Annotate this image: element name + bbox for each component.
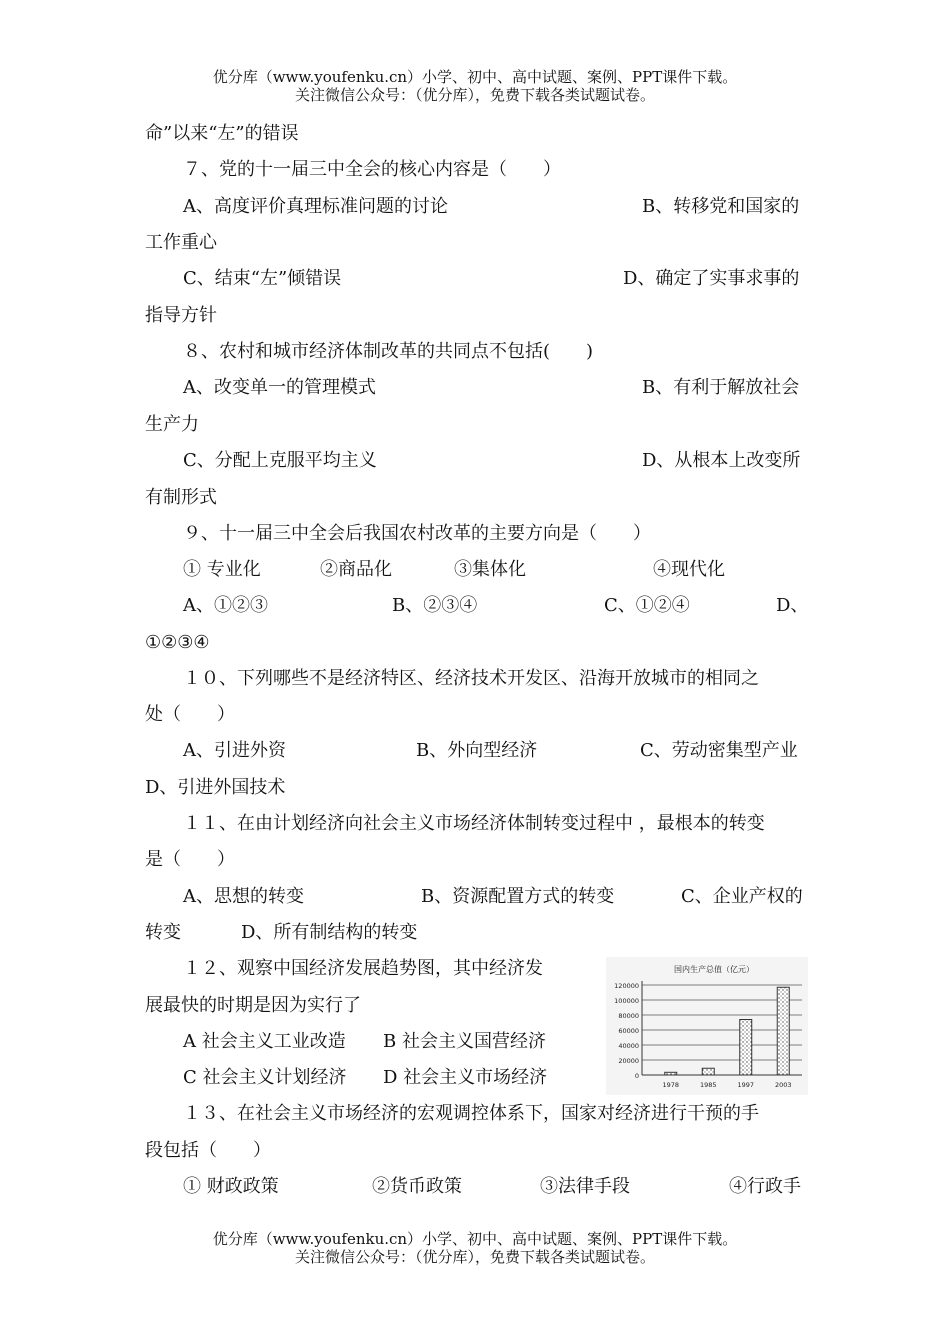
question-11-option-c-cont: 转变 [145,922,181,943]
question-12-option-a: A 社会主义工业改造 [183,1031,346,1052]
question-9-item-2: ②商品化 [320,559,392,580]
question-8-stem: ８、农村和城市经济体制改革的共同点不包括( ) [183,341,594,362]
question-13-stem-cont: 段包括（ ） [145,1140,271,1161]
question-12-stem: １２、观察中国经济发展趋势图，其中经济发 [183,958,543,979]
chart-bar [777,987,789,1075]
question-9-option-d: D、 [776,595,809,616]
question-8-option-d-cont: 有制形式 [145,487,217,508]
chart-bar [702,1068,714,1075]
chart-y-tick-label: 40000 [618,1042,639,1050]
question-7-option-d-cont: 指导方针 [145,305,217,326]
chart-x-tick-label: 1978 [662,1081,680,1089]
question-9-option-d-cont: ①②③④ [145,632,210,653]
gdp-chart [606,957,808,1095]
footer-line-2: 关注微信公众号：（优分库），免费下载各类试题试卷。 [294,1248,655,1266]
question-13-stem: １３、在社会主义市场经济的宏观调控体系下，国家对经济进行干预的手 [183,1103,759,1124]
question-9-item-1: ① 专业化 [183,559,261,580]
question-11-option-c: C、企业产权的 [681,886,803,907]
question-9-option-c: C、①②④ [604,595,690,616]
header-line-1: 优分库（www.youfenku.cn）小学、初中、高中试题、案例、PPT课件下载。 [212,68,738,86]
question-12-option-c: C 社会主义计划经济 [183,1067,347,1088]
chart-x-tick-label: 2003 [774,1081,792,1089]
question-9-option-b: B、②③④ [392,595,478,616]
chart-y-tick-label: 120000 [614,982,639,990]
question-11-stem: １１、在由计划经济向社会主义市场经济体制转变过程中 ，最根本的转变 [183,813,765,834]
chart-x-tick-label: 1997 [737,1081,755,1089]
question-9-item-4: ④现代化 [653,559,725,580]
question-11-stem-cont: 是（ ） [145,849,235,870]
question-7-option-c: C、结束“左”倾错误 [183,268,342,289]
question-11-option-a: A、思想的转变 [183,886,304,907]
question-13-item-2: ②货币政策 [372,1176,462,1197]
question-13-item-4: ④行政手 [729,1176,801,1197]
question-13-item-3: ③法律手段 [540,1176,630,1197]
question-9-stem: ９、十一届三中全会后我国农村改革的主要方向是（ ） [183,523,651,544]
question-7-option-b: B、转移党和国家的 [642,196,800,217]
chart-y-tick-label: 80000 [618,1012,639,1020]
chart-x-tick-label: 1985 [699,1081,717,1089]
question-9-item-3: ③集体化 [454,559,526,580]
question-7-stem: ７、党的十一届三中全会的核心内容是（ ） [183,159,561,180]
question-11-option-d: D、所有制结构的转变 [241,922,418,943]
question-10-option-a: A、引进外资 [183,740,286,761]
question-8-option-c: C、分配上克服平均主义 [183,450,377,471]
gdp-chart-svg [606,957,808,1095]
question-8-option-a: A、改变单一的管理模式 [183,377,376,398]
question-7-option-b-cont: 工作重心 [145,232,217,253]
question-10-stem: １０、下列哪些不是经济特区、经济技术开发区、沿海开放城市的相同之 [183,668,759,689]
question-12-option-b: B 社会主义国营经济 [383,1031,546,1052]
question-10-option-c: C、劳动密集型产业 [640,740,798,761]
question-8-option-b-cont: 生产力 [145,414,199,435]
footer-line-1: 优分库（www.youfenku.cn）小学、初中、高中试题、案例、PPT课件下载。 [212,1230,738,1248]
question-11-option-b: B、资源配置方式的转变 [421,886,615,907]
question-13-item-1: ① 财政政策 [183,1176,279,1197]
chart-title: 国内生产总值（亿元） [674,965,754,974]
question-9-option-a: A、①②③ [183,595,268,616]
header-line-2: 关注微信公众号：（优分库），免费下载各类试题试卷。 [294,86,655,104]
chart-y-tick-label: 60000 [618,1027,639,1035]
question-8-option-b: B、有利于解放社会 [642,377,800,398]
question-12-option-d: D 社会主义市场经济 [383,1067,548,1088]
question-8-option-d: D、从根本上改变所 [642,450,801,471]
question-7-option-d: D、确定了实事求事的 [623,268,800,289]
question-10-option-d: D、引进外国技术 [145,777,286,798]
chart-bar [665,1072,677,1075]
chart-y-tick-label: 0 [634,1072,639,1080]
question-12-stem-cont: 展最快的时期是因为实行了 [145,995,361,1016]
question-7-option-a: A、高度评价真理标准问题的讨论 [183,196,448,217]
chart-y-tick-label: 20000 [618,1057,639,1065]
chart-bar [740,1020,752,1076]
question-10-stem-cont: 处（ ） [145,704,235,725]
continued-text: 命”以来“左”的错误 [145,123,299,144]
chart-y-tick-label: 100000 [614,997,639,1005]
question-10-option-b: B、外向型经济 [416,740,538,761]
